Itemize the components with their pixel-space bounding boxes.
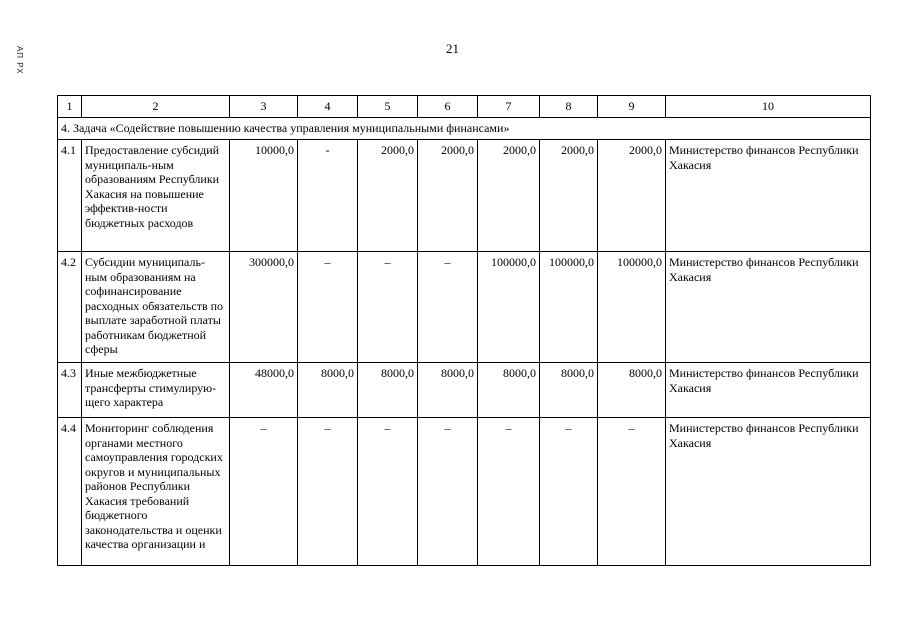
cell-value: – [358, 418, 418, 566]
table-row [58, 140, 871, 252]
column-header: 4 [298, 96, 358, 118]
column-header: 3 [230, 96, 298, 118]
column-header: 2 [82, 96, 230, 118]
cell-value: 8000,0 [298, 363, 358, 418]
row-name: Субсидии муниципаль-ным образованиям на софинансирование расходных обязательств по выплате заработной платы работникам бюджетной сферы [82, 252, 230, 363]
row-executor: Министерство финансов Республики Хакасия [666, 252, 871, 363]
row-executor: Министерство финансов Республики Хакасия [666, 418, 871, 566]
cell-value: 8000,0 [540, 363, 598, 418]
cell-value: – [418, 418, 478, 566]
cell-value: – [230, 418, 298, 566]
table-row [58, 252, 871, 363]
column-header: 5 [358, 96, 418, 118]
cell-value: – [418, 252, 478, 363]
row-name: Предоставление субсидий муниципаль-ным образованиям Республики Хакасия на повышение эффектив-ности бюджетных расходов [82, 140, 230, 252]
cell-value: 2000,0 [598, 140, 666, 252]
row-index: 4.4 [58, 418, 82, 566]
cell-value: 2000,0 [418, 140, 478, 252]
row-executor: Министерство финансов Республики Хакасия [666, 140, 871, 252]
margin-note: АП РХ [15, 46, 24, 75]
cell-value: – [598, 418, 666, 566]
column-header: 9 [598, 96, 666, 118]
cell-value: – [478, 418, 540, 566]
header-row [58, 96, 871, 118]
column-header: 6 [418, 96, 478, 118]
cell-value: 300000,0 [230, 252, 298, 363]
cell-value: 8000,0 [478, 363, 540, 418]
cell-value: 48000,0 [230, 363, 298, 418]
cell-value: 8000,0 [358, 363, 418, 418]
cell-value: - [298, 140, 358, 252]
cell-value: 2000,0 [540, 140, 598, 252]
cell-value: 8000,0 [418, 363, 478, 418]
cell-value: 2000,0 [358, 140, 418, 252]
table-row [58, 418, 871, 566]
column-header: 7 [478, 96, 540, 118]
row-index: 4.1 [58, 140, 82, 252]
column-header: 1 [58, 96, 82, 118]
cell-value: 100000,0 [540, 252, 598, 363]
program-table [57, 95, 871, 566]
task-title: 4. Задача «Содействие повышению качества управления муниципальными финансами» [58, 118, 871, 140]
cell-value: – [358, 252, 418, 363]
row-executor: Министерство финансов Республики Хакасия [666, 363, 871, 418]
column-header: 8 [540, 96, 598, 118]
cell-value: – [298, 252, 358, 363]
row-name: Мониторинг соблюдения органами местного самоуправления городских округов и муниципальных районов Республики Хакасия требований бюджетного законодательства и оценки качества организации и [82, 418, 230, 566]
table-row [58, 363, 871, 418]
cell-value: 8000,0 [598, 363, 666, 418]
cell-value: 100000,0 [478, 252, 540, 363]
task-row [58, 118, 871, 140]
row-index: 4.2 [58, 252, 82, 363]
page-number: 21 [446, 41, 459, 56]
cell-value: 10000,0 [230, 140, 298, 252]
cell-value: – [540, 418, 598, 566]
row-index: 4.3 [58, 363, 82, 418]
cell-value: 2000,0 [478, 140, 540, 252]
row-name: Иные межбюджетные трансферты стимулирую-щего характера [82, 363, 230, 418]
column-header: 10 [666, 96, 871, 118]
cell-value: – [298, 418, 358, 566]
cell-value: 100000,0 [598, 252, 666, 363]
